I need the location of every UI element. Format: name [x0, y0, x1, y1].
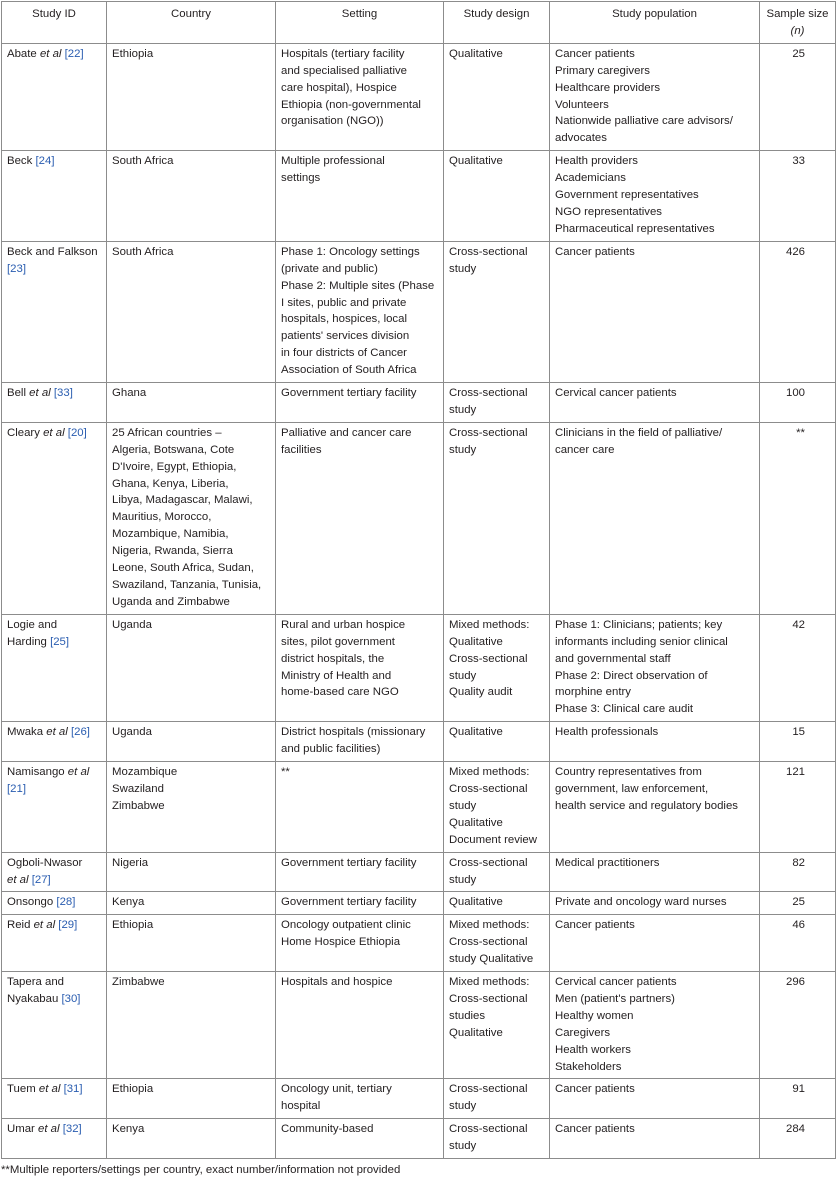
cell-setting-line: Ethiopia (non-governmental	[281, 98, 421, 111]
cell-study-population-line: Phase 2: Direct observation of	[555, 669, 708, 682]
study-id-author: Tapera and	[7, 976, 64, 989]
cell-study-design-line: Cross-sectional	[449, 387, 528, 400]
cell-study-design-line: Cross-sectional	[449, 426, 528, 439]
cell-setting-line: Rural and urban hospice	[281, 618, 406, 631]
cell-study-design-line: Mixed methods:	[449, 766, 530, 779]
cell-setting-line: Oncology unit, tertiary	[281, 1083, 392, 1096]
cell-study-population	[550, 383, 760, 423]
cell-country-line: Ethiopia	[112, 47, 154, 60]
study-id-et-al: et al	[46, 726, 68, 739]
cell-study-id	[2, 151, 107, 242]
cell-study-design-line: Qualitative	[449, 155, 503, 168]
cell-country-line: Ethiopia	[112, 1083, 154, 1096]
cell-study-id	[2, 241, 107, 382]
cell-study-population-line: Healthy women	[555, 1009, 634, 1022]
cell-study-design-line: study	[449, 1140, 477, 1153]
cell-country-line: Ghana	[112, 387, 147, 400]
cell-study-id	[2, 915, 107, 972]
study-reference-link: [30]	[61, 992, 81, 1005]
cell-study-design-line: study	[449, 799, 477, 812]
cell-country-line: Zimbabwe	[112, 976, 165, 989]
cell-study-population-line: Government representatives	[555, 189, 699, 202]
header-sample-size-label: Sample size	[766, 8, 829, 20]
cell-setting	[276, 422, 444, 614]
study-id-author: Namisango	[7, 766, 68, 779]
cell-study-population-line: Nationwide palliative care advisors/	[555, 115, 733, 128]
cell-study-design-line: Mixed methods:	[449, 618, 530, 631]
cell-study-design	[444, 762, 550, 853]
cell-country-line: Uganda and Zimbabwe	[112, 595, 230, 608]
cell-study-id	[2, 422, 107, 614]
cell-setting-line: Hospitals (tertiary facility	[281, 47, 405, 60]
table-row	[2, 1079, 836, 1119]
cell-study-design	[444, 1079, 550, 1119]
cell-study-population	[550, 151, 760, 242]
cell-study-design	[444, 383, 550, 423]
cell-study-population-line: Pharmaceutical representatives	[555, 222, 715, 235]
study-id-et-al: et al	[39, 47, 62, 60]
cell-setting	[276, 1079, 444, 1119]
cell-study-population-line: Cervical cancer patients	[555, 387, 677, 400]
cell-country-line: Ethiopia	[112, 919, 154, 932]
table-row	[2, 241, 836, 382]
cell-study-population	[550, 43, 760, 150]
study-reference-link: [27]	[31, 873, 51, 886]
cell-sample-size: 46	[760, 915, 836, 972]
cell-study-population	[550, 1079, 760, 1119]
study-id-author: Tuem	[7, 1083, 39, 1096]
study-reference-link: [24]	[35, 155, 55, 168]
study-id-author: Beck and Falkson	[7, 245, 98, 258]
cell-study-id	[2, 1079, 107, 1119]
cell-setting-line: **	[281, 766, 290, 779]
cell-study-population-line: Stakeholders	[555, 1060, 622, 1073]
cell-country-line: Ghana, Kenya, Liberia,	[112, 477, 229, 490]
cell-study-population	[550, 915, 760, 972]
cell-setting-line: Multiple professional	[281, 155, 385, 168]
study-characteristics-table	[1, 1, 836, 1159]
cell-study-population-line: Phase 1: Clinicians; patients; key	[555, 618, 723, 631]
cell-setting	[276, 762, 444, 853]
cell-study-design-line: study	[449, 443, 477, 456]
cell-study-design-line: Qualitative	[449, 47, 503, 60]
cell-setting-line: sites, pilot government	[281, 635, 395, 648]
study-reference-link: [20]	[67, 426, 87, 439]
study-id-author: Cleary	[7, 426, 44, 439]
cell-study-population-line: Cervical cancer patients	[555, 976, 677, 989]
table-row	[2, 722, 836, 762]
cell-country-line: Mauritius, Morocco,	[112, 511, 212, 524]
cell-study-population-line: Country representatives from	[555, 766, 702, 779]
cell-study-design-line: Cross-sectional	[449, 856, 528, 869]
cell-setting	[276, 915, 444, 972]
cell-setting-line: hospitals, hospices, local	[281, 313, 407, 326]
table-row	[2, 915, 836, 972]
cell-study-population-line: Primary caregivers	[555, 64, 650, 77]
cell-study-design-line: Qualitative	[449, 726, 503, 739]
cell-study-design	[444, 43, 550, 150]
cell-sample-size: 100	[760, 383, 836, 423]
cell-study-design-line: Quality audit	[449, 686, 513, 699]
cell-setting-line: settings	[281, 172, 321, 185]
study-reference-link: [21]	[7, 782, 26, 795]
study-id-author-cont: Harding	[7, 635, 51, 648]
table-row	[2, 422, 836, 614]
header-sample-size	[760, 2, 836, 44]
cell-study-population-line: Medical practitioners	[555, 856, 660, 869]
study-id-author: Bell	[7, 387, 30, 400]
table-row	[2, 383, 836, 423]
study-reference-link: [26]	[70, 726, 90, 739]
cell-setting	[276, 43, 444, 150]
cell-sample-size: 284	[760, 1119, 836, 1159]
header-country: Country	[107, 2, 276, 44]
study-id-et-al: et al	[43, 426, 65, 439]
table-row	[2, 1119, 836, 1159]
cell-study-id	[2, 614, 107, 721]
cell-sample-size: 25	[760, 892, 836, 915]
study-id-author-cont: Nyakabau	[7, 992, 62, 1005]
cell-study-population-line: government, law enforcement,	[555, 782, 709, 795]
cell-study-design-line: study	[449, 262, 477, 275]
cell-study-design	[444, 722, 550, 762]
cell-country-line: D'Ivoire, Egypt, Ethiopia,	[112, 460, 237, 473]
cell-study-design-line: Qualitative	[449, 1026, 503, 1039]
cell-study-design	[444, 241, 550, 382]
cell-study-population	[550, 762, 760, 853]
cell-study-population-line: Cancer patients	[555, 245, 635, 258]
cell-study-design-line: Qualitative	[449, 896, 503, 909]
cell-country	[107, 762, 276, 853]
cell-study-population-line: health service and regulatory bodies	[555, 799, 738, 812]
cell-country-line: Nigeria, Rwanda, Sierra	[112, 545, 233, 558]
cell-study-id	[2, 852, 107, 892]
cell-study-population-line: Health workers	[555, 1043, 631, 1056]
cell-setting-line: and public facilities)	[281, 743, 381, 756]
cell-country-line: Kenya	[112, 896, 145, 909]
cell-setting	[276, 972, 444, 1079]
cell-setting-line: Phase 2: Multiple sites (Phase	[281, 279, 435, 292]
cell-setting-line: Ministry of Health and	[281, 669, 392, 682]
cell-setting-line: Government tertiary facility	[281, 387, 417, 400]
table-row	[2, 614, 836, 721]
cell-country	[107, 722, 276, 762]
cell-setting-line: facilities	[281, 443, 322, 456]
cell-study-design	[444, 972, 550, 1079]
cell-setting-line: in four districts of Cancer	[281, 347, 407, 360]
cell-study-id	[2, 383, 107, 423]
study-id-author: Beck	[7, 155, 36, 168]
table-row	[2, 972, 836, 1079]
study-id-et-al: et al	[33, 919, 56, 932]
cell-setting-line: Community-based	[281, 1123, 374, 1136]
cell-country	[107, 915, 276, 972]
cell-country-line: Nigeria	[112, 856, 149, 869]
cell-study-population-line: informants including senior clinical	[555, 635, 728, 648]
cell-country	[107, 972, 276, 1079]
cell-sample-size: 42	[760, 614, 836, 721]
cell-country	[107, 892, 276, 915]
cell-study-design	[444, 1119, 550, 1159]
cell-setting-line: and specialised palliative	[281, 64, 408, 77]
cell-study-population-line: Cancer patients	[555, 919, 635, 932]
cell-study-id	[2, 892, 107, 915]
cell-study-population-line: Academicians	[555, 172, 626, 185]
cell-study-design	[444, 852, 550, 892]
cell-sample-size: 82	[760, 852, 836, 892]
cell-study-population-line: Cancer patients	[555, 1123, 635, 1136]
cell-study-population	[550, 422, 760, 614]
cell-country-line: 25 African countries –	[112, 426, 222, 439]
cell-country-line: Leone, South Africa, Sudan,	[112, 562, 254, 575]
cell-setting	[276, 1119, 444, 1159]
cell-study-population	[550, 614, 760, 721]
cell-setting-line: Palliative and cancer care	[281, 426, 412, 439]
cell-sample-size: **	[760, 422, 836, 614]
cell-study-design-line: study	[449, 873, 477, 886]
study-reference-link: [25]	[50, 635, 70, 648]
cell-setting-line: Government tertiary facility	[281, 896, 417, 909]
cell-setting-line: hospital	[281, 1100, 321, 1113]
cell-country	[107, 151, 276, 242]
table-row	[2, 43, 836, 150]
cell-study-population-line: and governmental staff	[555, 652, 671, 665]
cell-study-design-line: study	[449, 403, 477, 416]
cell-country	[107, 1119, 276, 1159]
cell-study-population-line: cancer care	[555, 443, 615, 456]
cell-study-population	[550, 972, 760, 1079]
cell-sample-size: 296	[760, 972, 836, 1079]
study-id-author: Logie and	[7, 618, 58, 631]
header-study-population: Study population	[550, 2, 760, 44]
cell-study-design-line: Cross-sectional	[449, 245, 528, 258]
cell-setting	[276, 722, 444, 762]
cell-sample-size: 15	[760, 722, 836, 762]
cell-study-design	[444, 892, 550, 915]
cell-study-population	[550, 722, 760, 762]
cell-study-population-line: Caregivers	[555, 1026, 611, 1039]
table-body	[2, 43, 836, 1158]
cell-setting-line: care hospital), Hospice	[281, 81, 397, 94]
cell-country-line: South Africa	[112, 155, 174, 168]
table-header-row	[2, 2, 836, 44]
cell-study-design	[444, 614, 550, 721]
cell-setting-line: Oncology outpatient clinic	[281, 919, 411, 932]
cell-study-design-line: Cross-sectional	[449, 782, 528, 795]
cell-study-design-line: studies	[449, 1009, 486, 1022]
study-id-et-al: et al	[38, 1123, 60, 1136]
cell-study-id	[2, 1119, 107, 1159]
header-sample-size-unit: (n)	[790, 24, 805, 37]
cell-country-line: Kenya	[112, 1123, 145, 1136]
cell-sample-size: 121	[760, 762, 836, 853]
header-study-design: Study design	[444, 2, 550, 44]
cell-study-id	[2, 972, 107, 1079]
cell-setting-line: Government tertiary facility	[281, 856, 417, 869]
cell-country-line: Swaziland, Tanzania, Tunisia,	[112, 579, 262, 591]
cell-country-line: Uganda	[112, 618, 152, 631]
cell-study-design-line: Cross-sectional	[449, 1123, 528, 1136]
cell-setting	[276, 241, 444, 382]
cell-study-design	[444, 422, 550, 614]
study-reference-link: [22]	[64, 47, 84, 60]
cell-country	[107, 383, 276, 423]
cell-study-design-line: Mixed methods:	[449, 976, 530, 989]
cell-country-line: Zimbabwe	[112, 799, 165, 812]
cell-study-population-line: Cancer patients	[555, 47, 635, 60]
cell-setting-line: home-based care NGO	[281, 686, 399, 699]
cell-country	[107, 43, 276, 150]
cell-sample-size: 25	[760, 43, 836, 150]
cell-study-design-line: Cross-sectional	[449, 1083, 528, 1096]
cell-study-population-line: Clinicians in the field of palliative/	[555, 426, 723, 439]
study-id-author: Ogboli-Nwasor	[7, 856, 83, 869]
cell-study-design-line: Cross-sectional	[449, 992, 528, 1005]
cell-country-line: Algeria, Botswana, Cote	[112, 443, 235, 456]
cell-setting-line: organisation (NGO))	[281, 115, 384, 128]
cell-study-design-line: study	[449, 669, 477, 682]
study-id-et-al: et al	[38, 1083, 61, 1096]
cell-study-population-line: Health providers	[555, 155, 638, 168]
cell-study-population-line: NGO representatives	[555, 205, 662, 218]
cell-setting-line: Association of South Africa	[281, 364, 417, 377]
cell-study-population	[550, 852, 760, 892]
cell-study-population-line: Private and oncology ward nurses	[555, 896, 727, 909]
cell-sample-size: 33	[760, 151, 836, 242]
cell-setting-line: District hospitals (missionary	[281, 726, 426, 739]
cell-study-population-line: Phase 3: Clinical care audit	[555, 703, 694, 716]
cell-setting-line: district hospitals, the	[281, 652, 385, 665]
cell-setting	[276, 151, 444, 242]
cell-study-design-line: Mixed methods:	[449, 919, 530, 932]
cell-setting-line: Phase 1: Oncology settings	[281, 245, 420, 258]
study-id-author: Onsongo	[7, 896, 57, 909]
cell-country-line: Mozambique, Namibia,	[112, 528, 229, 541]
cell-setting-line: Hospitals and hospice	[281, 976, 393, 989]
study-reference-link: [31]	[63, 1083, 83, 1096]
cell-country	[107, 241, 276, 382]
cell-sample-size: 426	[760, 241, 836, 382]
cell-study-population-line: Health professionals	[555, 726, 659, 739]
study-reference-link: [33]	[53, 387, 73, 400]
cell-setting	[276, 852, 444, 892]
study-reference-link: [32]	[62, 1123, 82, 1136]
table-row	[2, 762, 836, 853]
cell-study-design-line: Cross-sectional	[449, 652, 528, 665]
table-row	[2, 151, 836, 242]
cell-study-design-line: study Qualitative	[449, 953, 534, 966]
cell-setting-line: (private and public)	[281, 262, 378, 275]
table-row	[2, 852, 836, 892]
cell-study-population-line: morphine entry	[555, 686, 631, 699]
cell-study-design-line: Qualitative	[449, 816, 503, 829]
cell-study-design-line: Qualitative	[449, 635, 503, 648]
cell-setting	[276, 383, 444, 423]
cell-study-design-line: Document review	[449, 833, 537, 846]
cell-country-line: Uganda	[112, 726, 152, 739]
study-id-author: Reid	[7, 919, 34, 932]
cell-study-population-line: advocates	[555, 132, 607, 145]
study-table-container	[1, 1, 835, 1178]
cell-country	[107, 852, 276, 892]
cell-country	[107, 614, 276, 721]
study-id-et-al: et al	[67, 766, 90, 779]
cell-country-line: Mozambique	[112, 766, 178, 779]
study-reference-link: [28]	[56, 896, 76, 909]
header-study-id: Study ID	[2, 2, 107, 44]
cell-study-design-line: study	[449, 1100, 477, 1113]
cell-setting-line: I sites, public and private	[281, 296, 407, 309]
cell-country-line: Swaziland	[112, 782, 164, 795]
study-reference-link: [29]	[58, 919, 78, 932]
table-footnote: **Multiple reporters/settings per country, exact number/information not provided	[1, 1164, 401, 1177]
study-id-author: Abate	[7, 47, 40, 60]
study-id-author: Mwaka	[7, 726, 47, 739]
cell-country	[107, 1079, 276, 1119]
cell-study-population-line: Men (patient's partners)	[555, 992, 675, 1005]
study-reference-link: [23]	[7, 262, 26, 275]
cell-sample-size: 91	[760, 1079, 836, 1119]
cell-setting-line: patients' services division	[281, 330, 410, 343]
cell-study-population-line: Volunteers	[555, 98, 609, 111]
cell-study-population	[550, 1119, 760, 1159]
cell-setting-line: Home Hospice Ethiopia	[281, 936, 401, 949]
cell-study-design-line: Cross-sectional	[449, 936, 528, 949]
cell-study-population	[550, 241, 760, 382]
cell-country-line: South Africa	[112, 245, 174, 258]
cell-setting	[276, 614, 444, 721]
table-row	[2, 892, 836, 915]
study-id-et-al: et al	[7, 873, 29, 886]
cell-study-population-line: Healthcare providers	[555, 81, 661, 94]
cell-study-id	[2, 762, 107, 853]
cell-study-design	[444, 915, 550, 972]
cell-study-population	[550, 892, 760, 915]
header-setting: Setting	[276, 2, 444, 44]
cell-country-line: Libya, Madagascar, Malawi,	[112, 494, 253, 507]
study-id-et-al: et al	[29, 387, 51, 400]
cell-study-id	[2, 43, 107, 150]
cell-setting	[276, 892, 444, 915]
cell-study-id	[2, 722, 107, 762]
cell-country	[107, 422, 276, 614]
study-id-author: Umar	[7, 1123, 39, 1136]
cell-study-design	[444, 151, 550, 242]
cell-study-population-line: Cancer patients	[555, 1083, 635, 1096]
